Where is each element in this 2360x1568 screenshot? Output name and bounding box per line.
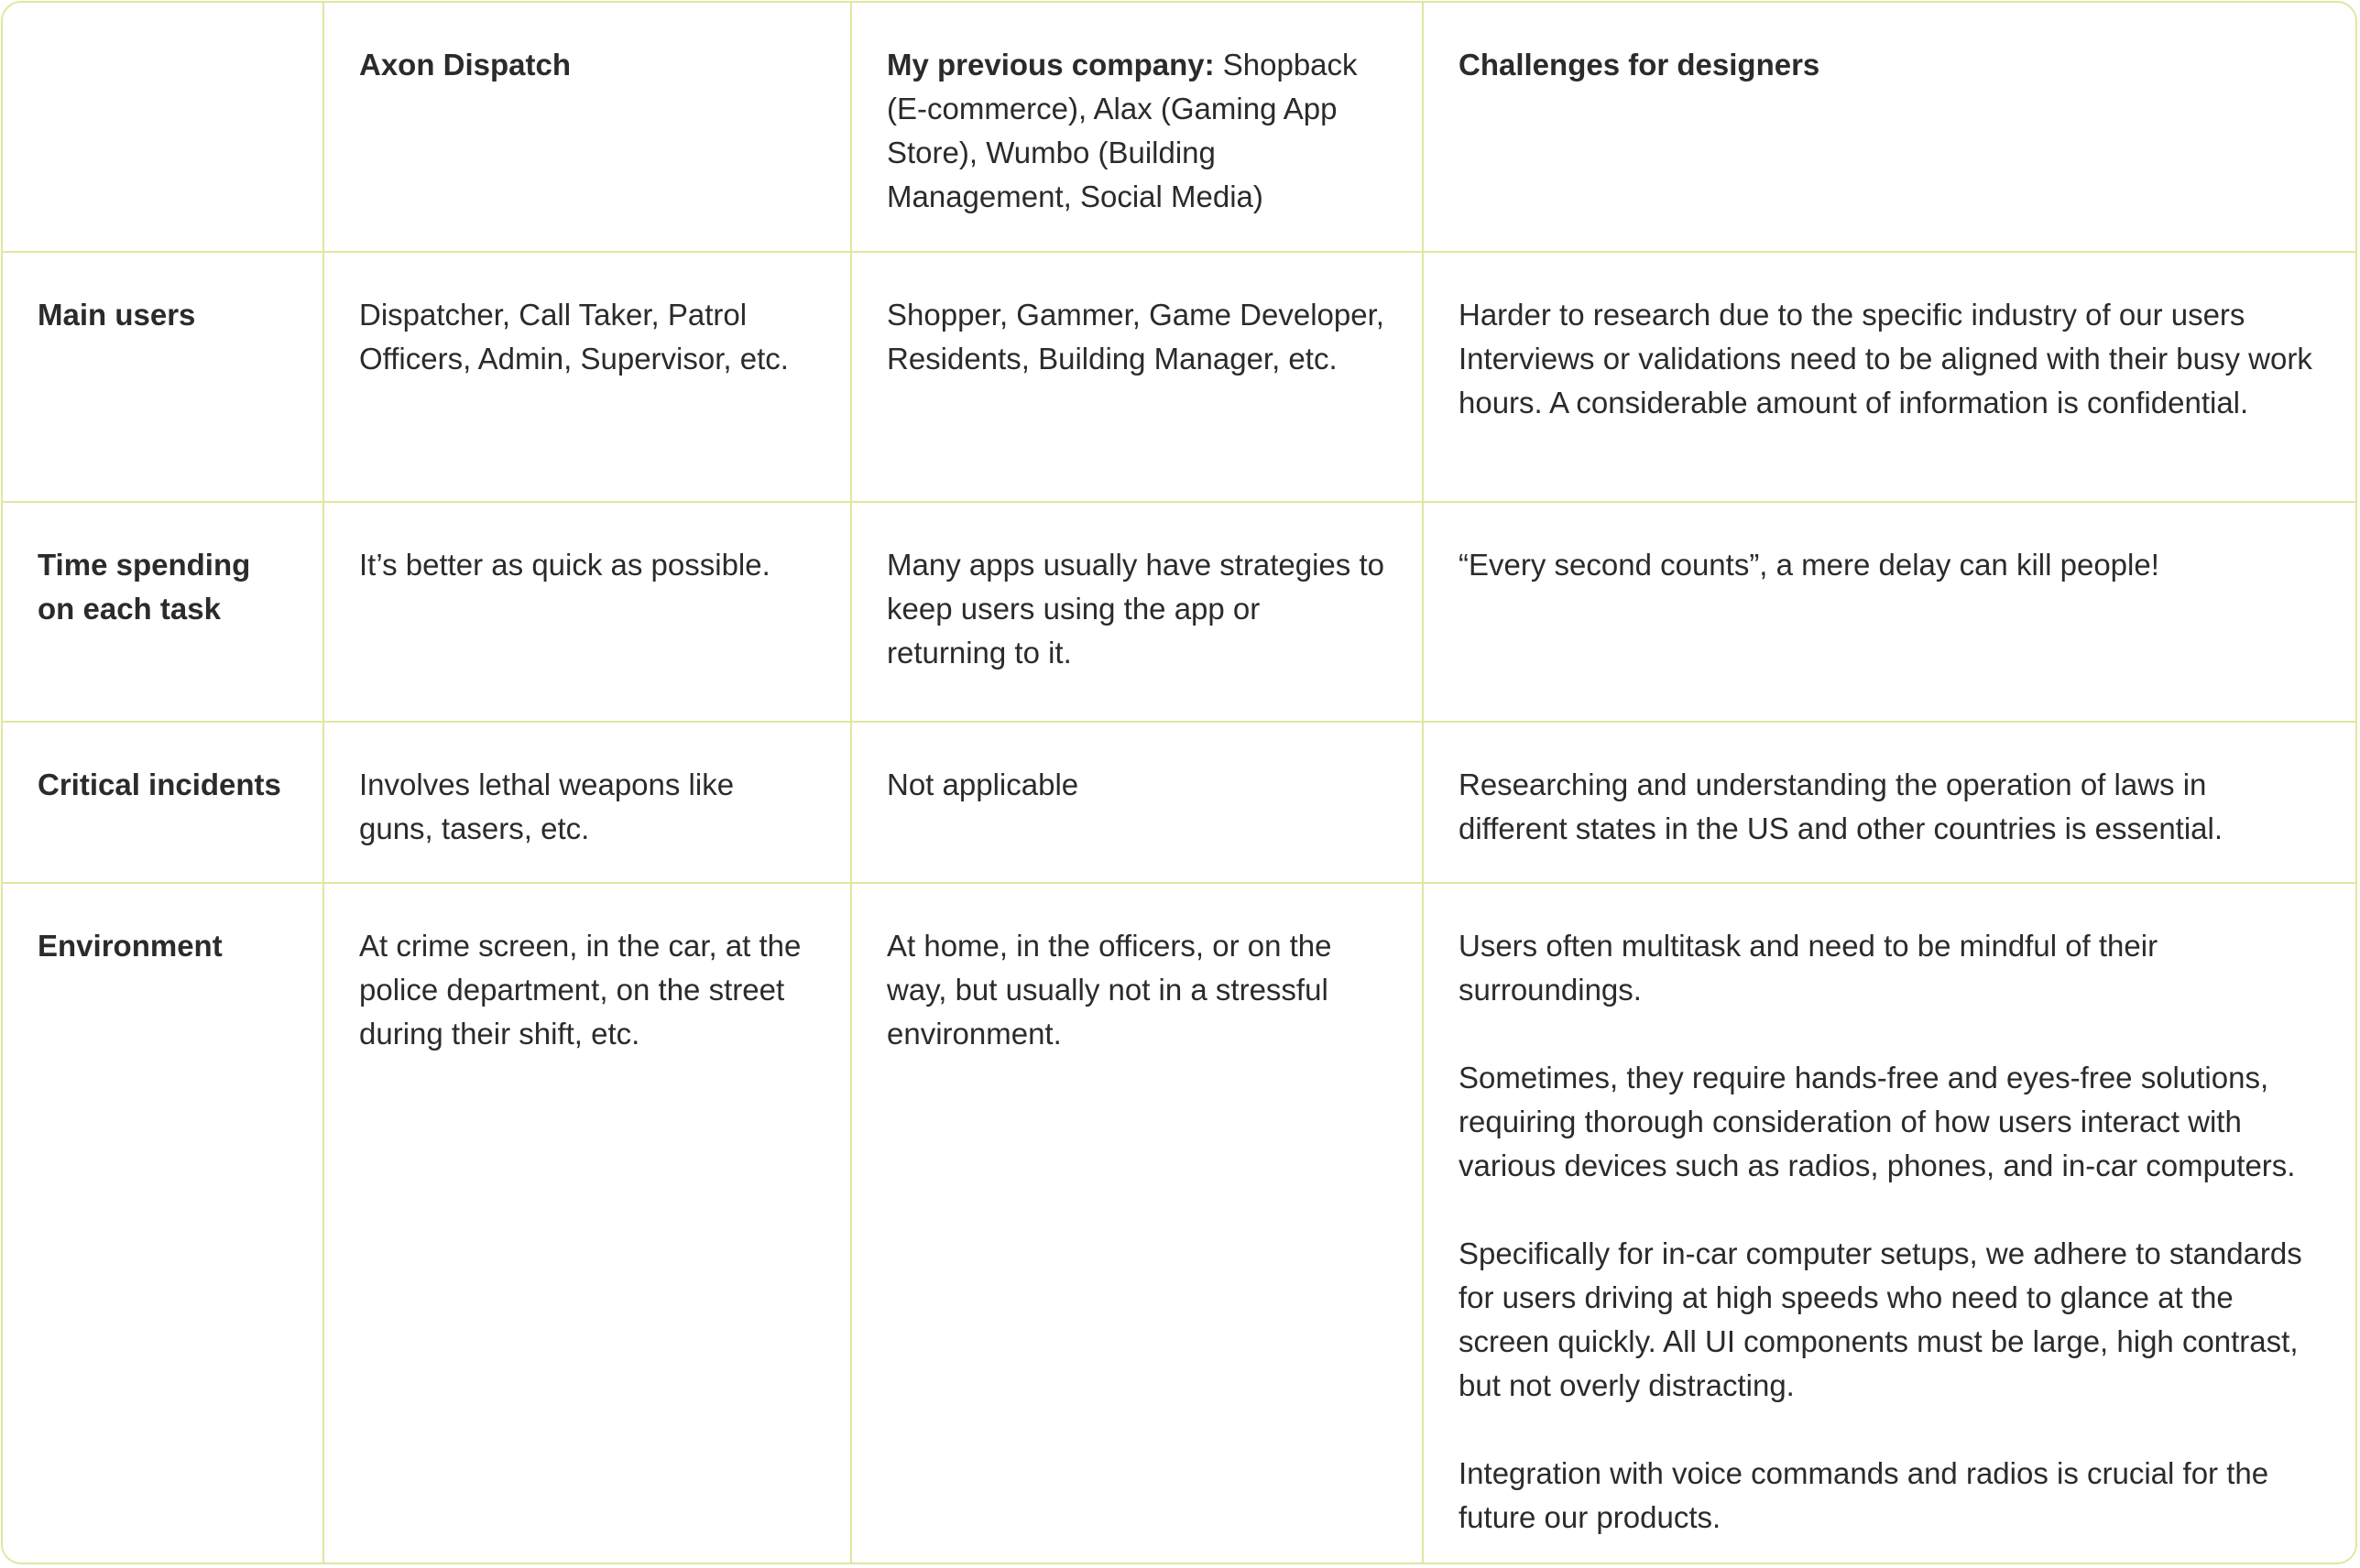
challenge-paragraph: Researching and understanding the operation of laws in different states in the US and other countries is essential. xyxy=(1459,768,2223,845)
row-label: Critical incidents xyxy=(3,722,323,883)
table-row-critical-incidents xyxy=(3,722,2355,883)
comparison-table-container xyxy=(1,1,2357,1564)
header-cell-challenges: Challenges for designers xyxy=(1423,3,2355,252)
cell-challenges xyxy=(1423,252,2355,502)
challenge-paragraph: “Every second counts”, a mere delay can kill people! xyxy=(1459,548,2159,582)
header-previous-company-label: My previous company: xyxy=(887,48,1215,82)
cell-previous: Many apps usually have strategies to keep users using the app or returning to it. xyxy=(851,502,1423,722)
challenge-paragraph: Users often multitask and need to be mindful of their surroundings. xyxy=(1459,929,2158,1007)
cell-challenges xyxy=(1423,502,2355,722)
challenge-paragraph: Integration with voice commands and radios is crucial for the future our products. xyxy=(1459,1456,2269,1534)
row-label: Time spending on each task xyxy=(3,502,323,722)
header-previous-company-list: Shopback (E-commerce), Alax (Gaming App Store), Wumbo (Building Management, Social Media) xyxy=(887,48,1358,213)
table-row-environment xyxy=(3,883,2355,1564)
cell-challenges xyxy=(1423,722,2355,883)
header-cell-empty xyxy=(3,3,323,252)
table-row-main-users xyxy=(3,252,2355,502)
cell-axon: Dispatcher, Call Taker, Patrol Officers, Admin, Supervisor, etc. xyxy=(323,252,851,502)
challenge-paragraph: Specifically for in-car computer setups, we adhere to standards for users driving at high speeds who need to glance at the screen quickly. All UI components must be large, high contrast, but not overly distracting. xyxy=(1459,1236,2302,1402)
challenge-paragraph: Sometimes, they require hands-free and eyes-free solutions, requiring thorough consideration of how users interact with various devices such as radios, phones, and in-car computers. xyxy=(1459,1061,2296,1182)
table-row-time-spending xyxy=(3,502,2355,722)
comparison-table xyxy=(3,3,2355,1564)
header-cell-previous-company xyxy=(851,3,1423,252)
row-label: Main users xyxy=(3,252,323,502)
cell-previous: Not applicable xyxy=(851,722,1423,883)
header-cell-axon-dispatch: Axon Dispatch xyxy=(323,3,851,252)
cell-axon: At crime screen, in the car, at the police department, on the street during their shift, etc. xyxy=(323,883,851,1564)
row-label: Environment xyxy=(3,883,323,1564)
cell-previous: At home, in the officers, or on the way, but usually not in a stressful environment. xyxy=(851,883,1423,1564)
challenge-paragraph: Harder to research due to the specific industry of our users Interviews or validations need to be aligned with their busy work hours. A considerable amount of information is confidential. xyxy=(1459,298,2312,419)
cell-previous: Shopper, Gammer, Game Developer, Residents, Building Manager, etc. xyxy=(851,252,1423,502)
header-row xyxy=(3,3,2355,252)
cell-axon: It’s better as quick as possible. xyxy=(323,502,851,722)
cell-axon: Involves lethal weapons like guns, tasers, etc. xyxy=(323,722,851,883)
cell-challenges xyxy=(1423,883,2355,1564)
